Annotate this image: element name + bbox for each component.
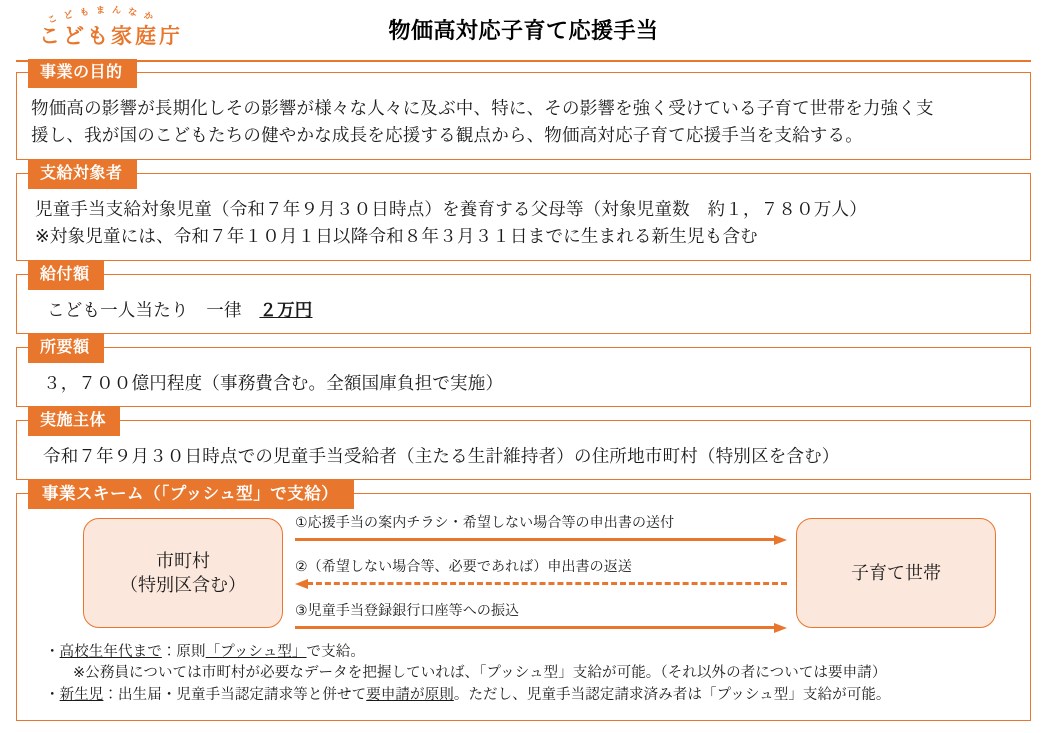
section-label-cost: 所要額 xyxy=(28,334,104,363)
logo-main-text: こども家庭庁 xyxy=(39,25,183,48)
purpose-line-2: 援し、我が国のこどもたちの健やかな成長を応援する観点から、物価高対応子育て応援手当を支給する。 xyxy=(31,125,863,146)
note1-bullet: ・ xyxy=(45,643,60,660)
note3-application: 要申請が原則 xyxy=(366,686,454,703)
section-label-scheme: 事業スキーム（「プッシュ型」で支給） xyxy=(28,480,354,510)
scheme-note-1 xyxy=(45,642,1010,663)
flow-1-label: ①応援手当の案内チラシ・希望しない場合等の申出書の送付 xyxy=(295,513,675,530)
flow-3-label: ③児童手当登録銀行口座等への振込 xyxy=(295,601,520,618)
flow-2 xyxy=(295,558,787,589)
flow-1-arrow-right-icon xyxy=(295,535,787,545)
section-label-implementing-body: 実施主体 xyxy=(28,407,120,436)
implementing-body-line: 令和７年９月３０日時点での児童手当受給者（主たる生計維持者）の住所地市町村（特別区を含む） xyxy=(43,445,840,466)
scheme-note-2: ※公務員については市町村が必要なデータを把握していれば、「プッシュ型」支給が可能。（それ以外の者については要申請） xyxy=(73,665,887,682)
scheme-notes xyxy=(31,640,1016,712)
note1-push-type: 「プッシュ型」 xyxy=(205,643,307,660)
node-municipality-line1: 市町村 xyxy=(156,550,210,571)
sections-container xyxy=(16,64,1031,721)
scheme-note-3 xyxy=(45,685,1010,706)
node-municipality-line2: （特別区含む） xyxy=(120,574,246,595)
note3-mid: ：出生届・児童手当認定請求等と併せて xyxy=(103,686,367,703)
scheme-diagram xyxy=(31,514,1016,640)
note3-bullet: ・ xyxy=(45,686,60,703)
node-municipality xyxy=(83,518,283,628)
note1-term: 高校生年代まで xyxy=(59,643,162,660)
flow-3-arrow-right-icon xyxy=(295,623,787,633)
node-household-label: 子育て世帯 xyxy=(851,562,941,583)
section-label-purpose: 事業の目的 xyxy=(28,59,137,88)
purpose-line-1: 物価高の影響が長期化しその影響が様々な人々に及ぶ中、特に、その影響を強く受けている子育て世帯を力強く支 xyxy=(31,98,934,118)
note1-tail: で支給。 xyxy=(306,643,365,660)
page-title: 物価高対応子育て応援手当 xyxy=(388,18,659,43)
cost-line: ３，７００億円程度（事務費含む。全額国庫負担で実施） xyxy=(43,372,504,393)
section-scheme xyxy=(16,484,1031,721)
amount-prefix: こども一人当たり 一律 xyxy=(47,299,260,320)
note3-tail: 。ただし、児童手当認定請求済み者は「プッシュ型」支給が可能。 xyxy=(453,686,891,703)
amount-value: ２万円 xyxy=(259,299,313,320)
section-body-cost xyxy=(17,348,1030,406)
section-body-target xyxy=(17,174,1030,259)
flow-2-arrow-left-dashed-icon xyxy=(295,579,787,589)
scheme-body xyxy=(17,494,1030,720)
flow-1 xyxy=(295,514,787,545)
flow-2-label: ②（希望しない場合等、必要であれば）申出書の返送 xyxy=(295,557,632,574)
section-body-implementing-body xyxy=(17,421,1030,479)
section-body-amount xyxy=(17,275,1030,333)
section-purpose xyxy=(16,64,1031,160)
flow-3 xyxy=(295,602,787,633)
target-line-2: ※対象児童には、令和７年１０月１日以降令和８年３月３１日までに生まれる新生児も含む xyxy=(35,226,758,247)
section-amount xyxy=(16,265,1031,334)
section-implementing-body xyxy=(16,411,1031,480)
section-label-target: 支給対象者 xyxy=(28,160,137,189)
header-divider xyxy=(16,60,1031,62)
amount-line xyxy=(47,297,1016,324)
section-cost xyxy=(16,338,1031,407)
node-household xyxy=(796,518,996,628)
section-label-amount: 給付額 xyxy=(28,261,104,290)
note1-mid: ：原則 xyxy=(161,643,206,660)
section-body-purpose xyxy=(17,73,1030,159)
section-target xyxy=(16,165,1031,260)
logo-sub-arc: こ ど も ま ん な か xyxy=(46,4,155,26)
note3-term: 新生児 xyxy=(59,686,104,703)
target-line-1: 児童手当支給対象児童（令和７年９月３０日時点）を養育する父母等（対象児童数 約１，７８０万人） xyxy=(35,199,867,220)
page-header xyxy=(0,0,1047,62)
